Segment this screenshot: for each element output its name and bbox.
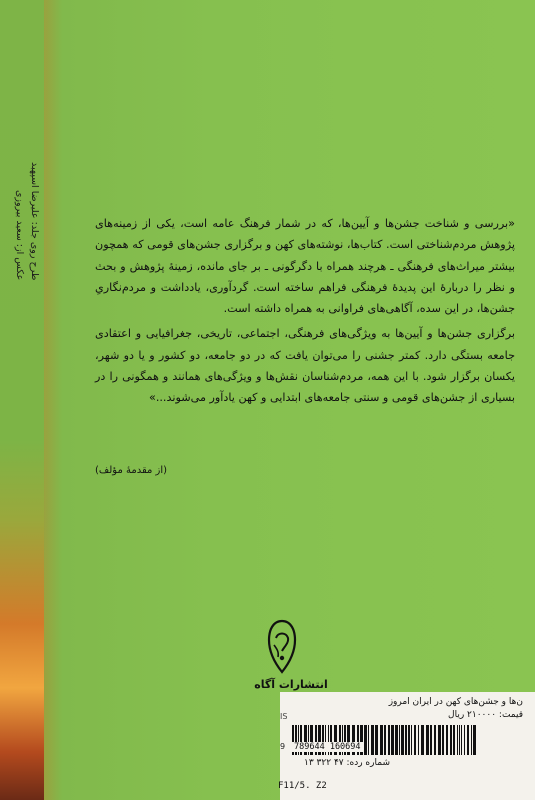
sticker-classification: شماره رده: ۴۷ ۳۲۲ ۱۳ bbox=[304, 758, 390, 768]
publisher-name: انتشارات آگاه bbox=[254, 678, 328, 691]
photo-credit: عکس از: سعید بیروزی bbox=[14, 189, 25, 280]
publisher-logo-icon bbox=[264, 618, 300, 676]
sticker-price: قیمت: ۲۱۰۰۰۰ ریال bbox=[448, 710, 523, 720]
cover-design-credit: طرح روی جلد: علیرضا اسپهبد bbox=[29, 161, 40, 280]
blurb-source: (از مقدمهٔ مؤلف) bbox=[95, 465, 168, 476]
isbn-lead-digit: 9 bbox=[280, 742, 286, 751]
sticker-book-title: ن‌ها و جشن‌های کهن در ایران امروز bbox=[388, 697, 523, 707]
blurb-paragraph-2: برگزاری جشن‌ها و آیین‌ها به ویژگی‌های فرهنگی، اجتماعی، تاریخی، جغرافیایی و اعتقادی جامعه بستگی دارد. کمتر جشنی را می‌توان یافت که در دو جامعه، دو کشور و یا دو شهر، یکسان برگزار شود. با این همه، مردم‌شناسان نقش‌ها و ویژگی‌های همانند و همگونی را در بسیاری از جشن‌های قومی و سنتی جامعه‌های ابتدایی و کهن یادآور می‌شوند...» bbox=[95, 327, 515, 405]
isbn-number: 789644 160694 bbox=[294, 742, 361, 752]
blurb-paragraph-1: «بررسی و شناخت جشن‌ها و آیین‌ها، که در شمار فرهنگ عامه است، یکی از زمینه‌های پژوهش مردم‌شناختی است. کتاب‌ها، نوشته‌های کهن و برگزاری جشن‌های قومی که همچون بیشتر میراث‌های فرهنگی ـ هرچند همراه با دگرگونی ـ بر جای مانده، زمینهٔ پژوهش و بحث و نظر را دربارهٔ این پدیدهٔ فرهنگی فراهم ساخته است. گردآوری، یادداشت و مردم‌نگاریِ جشن‌ها، در این سده، آگاهی‌های فراوانی به همراه داشته است. bbox=[95, 217, 515, 316]
isbn-prefix: IS bbox=[280, 712, 288, 721]
blurb-text bbox=[95, 213, 515, 409]
price-sticker bbox=[280, 692, 535, 800]
catalog-code: F11/5. Z2 bbox=[278, 781, 327, 791]
